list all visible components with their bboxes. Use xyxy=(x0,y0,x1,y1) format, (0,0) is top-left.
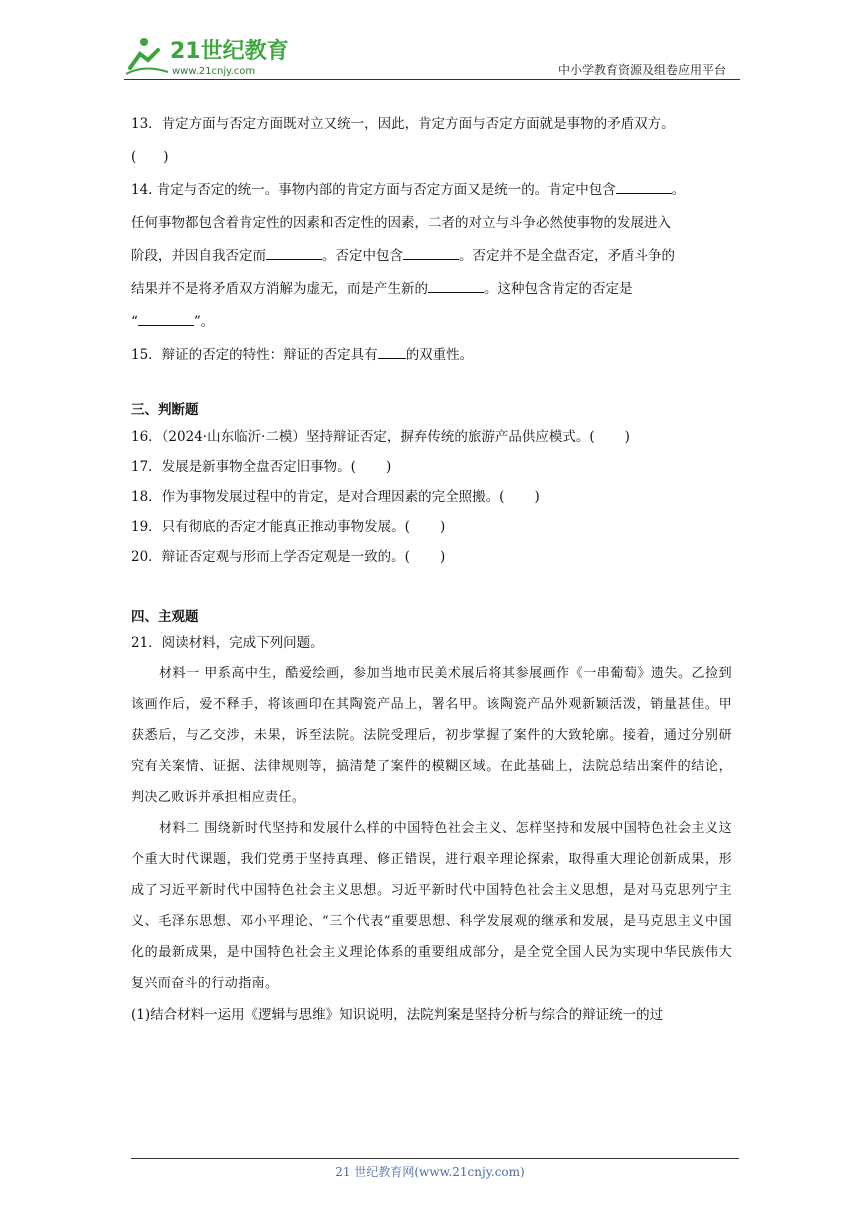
header-platform-name: 中小学教育资源及组卷应用平台 xyxy=(557,63,726,77)
question-18: 18．作为事物发展过程中的肯定，是对合理因素的完全照搬。( ) xyxy=(131,489,540,505)
question-16: 16．（2024·山东临沂·二模）坚持辩证否定，摒弃传统的旅游产品供应模式。( ) xyxy=(131,429,630,445)
logo-21cnjy xyxy=(124,34,304,78)
section-3-title: 三、判断题 xyxy=(131,402,199,418)
answer-blank[interactable] xyxy=(138,311,194,326)
question-20: 20．辩证否定观与形而上学否定观是一致的。( ) xyxy=(131,549,446,565)
material-1: 材料一 甲系高中生，酷爱绘画，参加当地市民美术展后将其参展画作《一串葡萄》遗失。乙捡到该画作后，爱不释手，将该画印在其陶瓷产品上，署名甲。该陶瓷产品外观新颖活泼，销量甚佳。甲获悉后，与乙交涉，未果，诉至法院。法院受理后，初步掌握了案件的大致轮廓。接着，通过分别研究有关案情、证据、法律规则等，搞清楚了案件的模糊区域。在此基础上，法院总结出案件的结论，判决乙败诉并承担相应责任。 xyxy=(131,666,732,805)
question-14: 14. 肯定与否定的统一。事物内部的肯定方面与否定方面又是统一的。肯定中包含 。 任何事物都包含着肯定性的因素和否定性的因素，二者的对立与斗争必然使事物的发展进入 阶段，并因自我否定而 。否定中包含 。否定并不是全盘否定，矛盾斗争的 结果并不是将矛盾双方消解为虚无，而是产生新的 。这种包含肯定的否定是 “ ”。 xyxy=(131,174,732,339)
question-21-sub1: (1)结合材料一运用《逻辑与思维》知识说明，法院判案是坚持分析与综合的辩证统一的过 xyxy=(131,1007,664,1023)
question-17: 17．发展是新事物全盘否定旧事物。( ) xyxy=(131,459,392,475)
logo-url: www.21cnjy.com xyxy=(172,66,256,77)
page-footer: 21 世纪教育网(www.21cnjy.com) xyxy=(335,1165,525,1179)
answer-blank[interactable] xyxy=(616,179,672,194)
header-divider xyxy=(124,79,740,80)
question-13: 13．肯定方面与否定方面既对立又统一，因此，肯定方面与否定方面就是事物的矛盾双方。 xyxy=(131,116,675,132)
question-21-intro: 21．阅读材料，完成下列问题。 xyxy=(131,635,324,651)
answer-blank[interactable] xyxy=(428,278,484,293)
logo-text: 21世纪教育 xyxy=(170,39,289,64)
question-15: 15．辩证的否定的特性：辩证的否定具有 的双重性。 xyxy=(131,339,732,372)
question-19: 19．只有彻底的否定才能真正推动事物发展。( ) xyxy=(131,519,446,535)
material-2: 材料二 围绕新时代坚持和发展什么样的中国特色社会主义、怎样坚持和发展中国特色社会主义这个重大时代课题，我们党勇于坚持真理、修正错误，进行艰辛理论探索，取得重大理论创新成果，形成了习近平新时代中国特色社会主义思想。习近平新时代中国特色社会主义思想，是对马克思列宁主义、毛泽东思想、邓小平理论、“三个代表”重要思想、科学发展观的继承和发展，是马克思主义中国化的最新成果，是中国特色社会主义理论体系的重要组成部分，是全党全国人民为实现中华民族伟大复兴而奋斗的行动指南。 xyxy=(131,821,732,991)
page-content xyxy=(131,108,732,1031)
footer-divider xyxy=(131,1158,739,1159)
question-13-paren: ( ) xyxy=(131,149,169,165)
page-header xyxy=(124,30,740,80)
answer-blank[interactable] xyxy=(378,344,406,359)
section-4-title: 四、主观题 xyxy=(131,609,199,625)
answer-blank[interactable] xyxy=(403,245,459,260)
answer-blank[interactable] xyxy=(266,245,322,260)
